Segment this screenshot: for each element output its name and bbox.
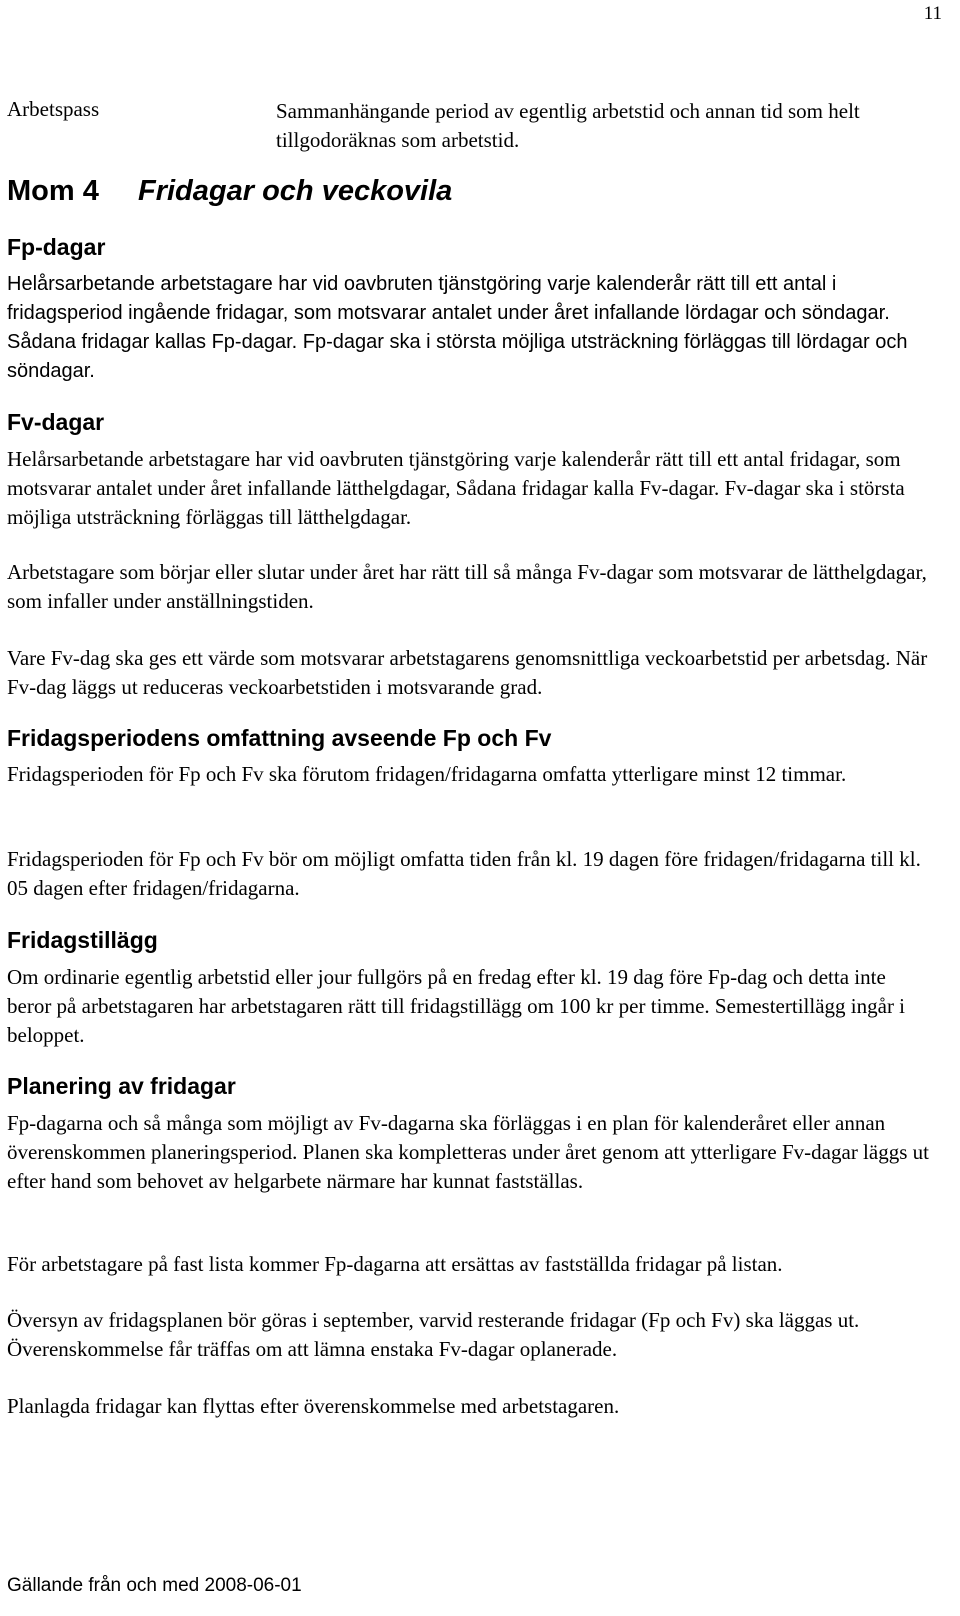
fv-paragraph-1: Helårsarbetande arbetstagare har vid oavbruten tjänstgöring varje kalenderår rätt till ett antal fridagar, som motsvarar antalet under året infallande lätthelgdagar, Sådana fridagar kalla Fv-dagar. Fv-dagar ska i största möjliga utsträckning förläggas till lätthelgdagar. xyxy=(7,447,905,529)
fp-paragraph: Helårsarbetande arbetstagare har vid oavbruten tjänstgöring varje kalenderår rätt till ett antal i fridagsperiod ingående fridagar, som motsvarar antalet under året infallande lördagar och söndagar. Sådana fridagar kallas Fp-dagar. Fp-dagar ska i största möjliga utsträckning förläggas till lördagar och söndagar. xyxy=(7,273,908,382)
planering-paragraph-2: För arbetstagare på fast lista kommer Fp-dagarna att ersättas av fastställda fridagar på listan. xyxy=(7,1252,783,1276)
section-number: Mom 4 xyxy=(7,175,99,207)
omfattning-heading: Fridagsperiodens omfattning avseende Fp och Fv xyxy=(7,725,552,751)
definition-text: Sammanhängande period av egentlig arbetstid och annan tid som helt tillgodoräknas som arbetstid. xyxy=(276,99,860,152)
page-number: 11 xyxy=(923,3,942,24)
omfattning-paragraph-1: Fridagsperioden för Fp och Fv ska förutom fridagen/fridagarna omfatta ytterligare minst 12 timmar. xyxy=(7,762,847,786)
definition-term: Arbetspass xyxy=(7,97,100,121)
planering-paragraph-4: Planlagda fridagar kan flyttas efter överenskommelse med arbetstagaren. xyxy=(7,1394,620,1418)
tillagg-heading: Fridagstillägg xyxy=(7,927,158,953)
planering-paragraph-1: Fp-dagarna och så många som möjligt av Fv-dagarna ska förläggas i en plan för kalenderåret eller annan överenskommen planeringsperiod. Planen ska kompletteras under året genom att ytterligare Fv-dagar läggs ut efter hand som behovet av helgarbete närmare har kunnat fastställas. xyxy=(7,1111,929,1193)
fv-heading: Fv-dagar xyxy=(7,409,105,435)
omfattning-paragraph-2: Fridagsperioden för Fp och Fv bör om möjligt omfatta tiden från kl. 19 dagen före fridagen/fridagarna till kl. 05 dagen efter fridagen/fridagarna. xyxy=(7,847,921,900)
fv-paragraph-3: Vare Fv-dag ska ges ett värde som motsvarar arbetstagarens genomsnittliga veckoarbetstid per arbetsdag. När Fv-dag läggs ut reduceras veckoarbetstiden i motsvarande grad. xyxy=(7,646,928,699)
planering-paragraph-3: Översyn av fridagsplanen bör göras i september, varvid resterande fridagar (Fp och Fv) ska läggas ut. Överenskommelse får träffas om att lämna enstaka Fv-dagar oplanerade. xyxy=(7,1308,860,1361)
footer-validity-date: Gällande från och med 2008-06-01 xyxy=(7,1575,302,1596)
tillagg-paragraph: Om ordinarie egentlig arbetstid eller jour fullgörs på en fredag efter kl. 19 dag före Fp-dag och detta inte beror på arbetstagaren har arbetstagaren rätt till fridagstillägg om 100 kr per timme. Semestertillägg ingår i beloppet. xyxy=(7,965,906,1047)
fp-heading: Fp-dagar xyxy=(7,234,106,260)
fv-paragraph-2: Arbetstagare som börjar eller slutar under året har rätt till så många Fv-dagar som motsvarar de lätthelgdagar, som infaller under anställningstiden. xyxy=(7,560,927,613)
section-title: Fridagar och veckovila xyxy=(138,175,453,207)
planering-heading: Planering av fridagar xyxy=(7,1073,236,1099)
